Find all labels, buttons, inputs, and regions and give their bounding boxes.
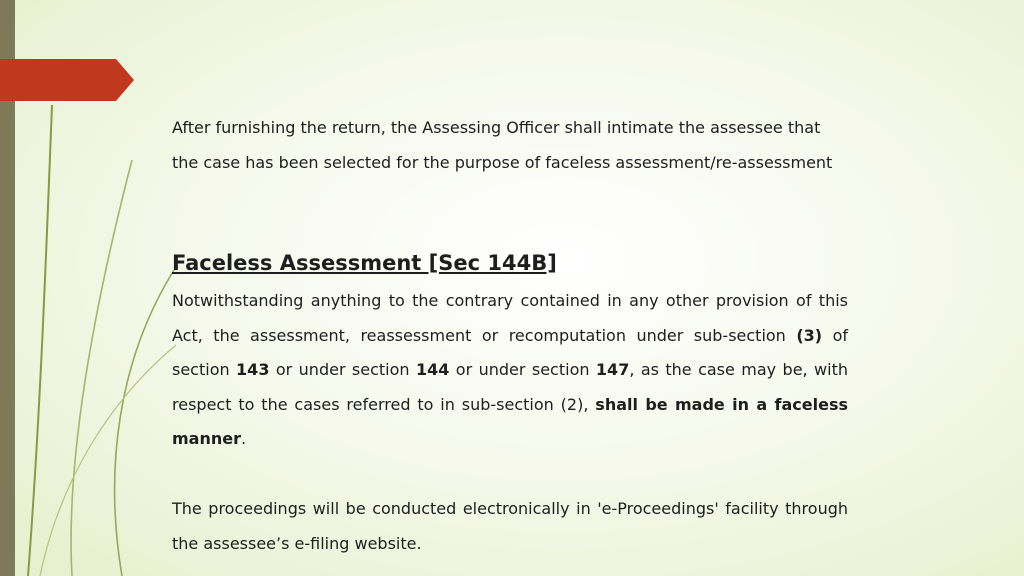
intro-text: After furnishing the return, the Assessing Officer shall intimate the assessee that the case has been selected for the purpose of faceless assessment/re-assessment: [172, 118, 833, 172]
para1-text-3: or under section: [269, 360, 416, 379]
proceedings-paragraph: The proceedings will be conducted electronically in 'e-Proceedings' facility through the assessee’s e-filing website.: [172, 499, 848, 553]
para1-bold-faceless-manner: shall be made in a faceless manner: [172, 394, 848, 448]
para1-text-2: of section: [172, 325, 848, 379]
para1-bold-subsection: (3): [796, 325, 823, 345]
section-heading: Faceless Assessment [Sec 144B]: [172, 251, 557, 275]
faceless-assessment-paragraph: [172, 284, 848, 457]
para1-text-5: , as the case may be, with respect to the cases referred to in sub-section (2),: [172, 360, 848, 414]
para1-bold-section-147: 147: [595, 360, 630, 379]
para1-bold-section-143: 143: [236, 360, 270, 379]
para1-text-6: .: [241, 429, 247, 448]
red-tab-shape: [0, 59, 140, 103]
para1-text-1: Notwithstanding anything to the contrary contained in any other provision of this Act, the assessment, reassessment or recomputation under sub-section: [172, 291, 848, 345]
para1-text-4: or under section: [449, 360, 596, 379]
para1-bold-section-144: 144: [415, 360, 450, 379]
